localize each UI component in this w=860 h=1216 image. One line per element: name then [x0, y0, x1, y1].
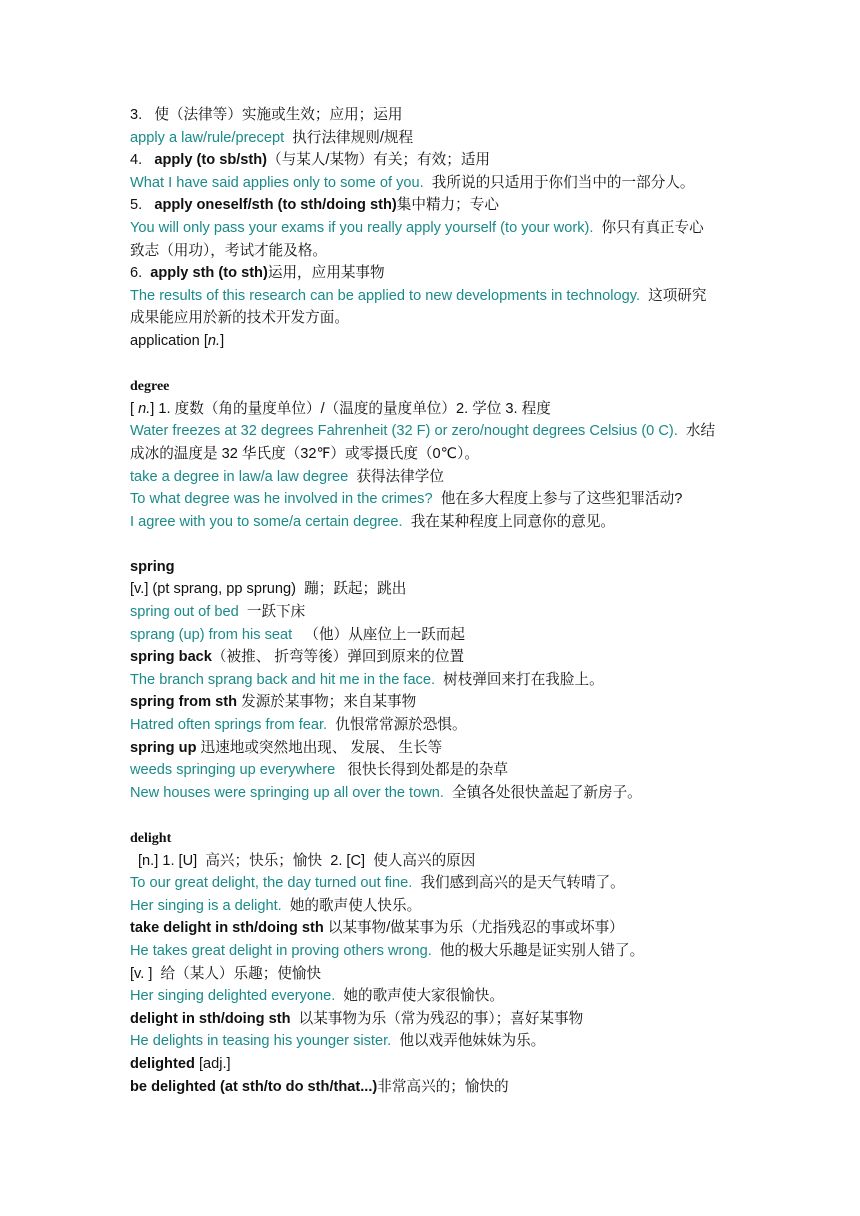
example-english: What I have said applies only to some of you.: [130, 174, 424, 191]
delight-noun-senses: [130, 850, 750, 873]
sense-number: 4.: [130, 152, 143, 169]
sense-number: 6.: [130, 265, 143, 282]
part-of-speech: [n.] 1. [U]: [138, 852, 198, 869]
phrase: spring back: [130, 649, 212, 666]
phrase: delight in sth/doing sth: [130, 1010, 291, 1027]
example-chinese: 他在多大程度上参与了这些犯罪活动?: [440, 491, 683, 508]
example-english: weeds springing up everywhere: [130, 762, 336, 779]
example-english: apply a law/rule/precept: [130, 129, 285, 146]
entry-spring-headword: [130, 556, 750, 579]
apply-sense-3: [130, 104, 750, 127]
part-of-speech: [v.] (pt sprang, pp sprung): [130, 581, 297, 598]
sense-label: 2. [C]: [330, 852, 366, 869]
spring-phrase-up-example-2: [130, 782, 750, 805]
bracket-open: [: [130, 400, 139, 417]
example-english: I agree with you to some/a certain degree.: [130, 513, 403, 530]
example-english: You will only pass your exams if you really apply yourself (to your work).: [130, 219, 594, 236]
sense-definition: 以某事物/做某事为乐（尤指残忍的事或坏事）: [327, 920, 624, 937]
apply-derivative: [130, 330, 750, 353]
example-english: To what degree was he involved in the crimes?: [130, 491, 433, 508]
apply-sense-5: [130, 194, 750, 217]
spacer: [130, 353, 750, 376]
sense-definition: 以某事物为乐（常为残忍的事）；喜好某事物: [298, 1010, 584, 1027]
example-english: He delights in teasing his younger sister.: [130, 1033, 392, 1050]
sense-number: 3.: [130, 107, 143, 123]
bracket-close: ]: [150, 400, 155, 417]
derivative-word: application: [130, 332, 200, 349]
sense-definition: 给（某人）乐趣；使愉快: [160, 965, 322, 982]
delight-example-2: [130, 895, 750, 918]
derivative-word: delighted: [130, 1055, 195, 1072]
apply-sense-4-example: [130, 172, 750, 195]
spring-phrase-from-example: [130, 714, 750, 737]
example-english: New houses were springing up all over the town.: [130, 784, 444, 801]
apply-sense-5-example-cont: [130, 240, 750, 263]
bracket-open: [: [203, 332, 208, 349]
phrase: spring up: [130, 739, 197, 756]
spring-phrase-up-example-1: [130, 759, 750, 782]
example-chinese: 成冰的温度是 32 华氏度（32℉）或零摄氏度（0℃）。: [130, 445, 479, 462]
example-chinese: 执行法律规则/规程: [292, 129, 414, 146]
example-english: To our great delight, the day turned out fine.: [130, 875, 413, 892]
headword: spring: [130, 558, 175, 575]
entry-degree-headword: [130, 375, 750, 398]
apply-sense-6-example-cont: [130, 307, 750, 330]
phrase: apply sth (to sth): [150, 265, 268, 282]
example-chinese: 一跃下床: [246, 604, 306, 621]
apply-sense-6: [130, 262, 750, 285]
sense-definition: 集中精力；专心: [396, 197, 499, 214]
example-chinese: 她的歌声使人快乐。: [289, 897, 422, 914]
example-english: Her singing delighted everyone.: [130, 988, 336, 1005]
sense-definition: 使人高兴的原因: [373, 852, 476, 869]
sense-number: 5.: [130, 197, 143, 214]
example-chinese: 他以戏弄他妹妹为乐。: [399, 1033, 546, 1050]
example-english: Her singing is a delight.: [130, 897, 282, 914]
example-chinese: 我们感到高兴的是天气转晴了。: [420, 875, 625, 892]
degree-example-3: [130, 488, 750, 511]
delight-phrase-in-example: [130, 1030, 750, 1053]
sense-definition: （与某人/某物）有关；有效；适用: [267, 152, 491, 169]
delight-verb-example: [130, 985, 750, 1008]
example-chinese: 这项研究: [648, 287, 707, 304]
degree-example-2: [130, 466, 750, 489]
degree-example-1-cont: [130, 443, 750, 466]
spring-phrase-from: [130, 691, 750, 714]
phrase: apply oneself/sth (to sth/doing sth): [154, 197, 397, 214]
example-english: The branch sprang back and hit me in the face.: [130, 671, 436, 688]
part-of-speech: n.: [207, 332, 221, 349]
example-english: take a degree in law/a law degree: [130, 468, 349, 485]
sense-definition: 高兴；快乐；愉快: [205, 852, 323, 869]
sense-definition: 运用，应用某事物: [267, 265, 385, 282]
spring-verb-sense: [130, 578, 750, 601]
spring-example-1: [130, 601, 750, 624]
sense-definition: 1. 度数（角的量度单位）/（温度的量度单位）2. 学位 3. 程度: [158, 400, 551, 417]
part-of-speech: [v. ]: [130, 965, 153, 982]
example-chinese: （他）从座位上一跃而起: [304, 626, 465, 643]
example-chinese: 树枝弹回来打在我脸上。: [443, 671, 604, 688]
apply-sense-3-example: [130, 127, 750, 150]
sense-definition: 使（法律等）实施或生效；应用；运用: [154, 107, 403, 123]
spring-phrase-up: [130, 737, 750, 760]
delight-phrase-take-example: [130, 940, 750, 963]
delight-example-1: [130, 872, 750, 895]
phrase: take delight in sth/doing sth: [130, 920, 324, 937]
phrase: spring from sth: [130, 694, 238, 711]
sense-definition: （被推、 折弯等後）弹回到原来的位置: [211, 649, 465, 666]
part-of-speech: n.: [138, 400, 151, 417]
sense-definition: 蹦；跃起；跳出: [304, 581, 407, 598]
example-english: Water freezes at 32 degrees Fahrenheit (32 F) or zero/nought degrees Celsius (0 C).: [130, 423, 678, 440]
delight-adjective: [130, 1053, 750, 1076]
example-chinese: 全镇各处很快盖起了新房子。: [452, 784, 642, 801]
example-english: spring out of bed: [130, 604, 239, 621]
apply-sense-4: [130, 149, 750, 172]
sense-definition: 非常高兴的；愉快的: [377, 1078, 509, 1095]
example-chinese: 成果能应用於新的技术开发方面。: [130, 310, 349, 327]
apply-sense-6-example: [130, 285, 750, 308]
example-chinese: 仇恨常常源於恐惧。: [335, 717, 467, 734]
example-chinese: 水结: [685, 423, 716, 440]
apply-sense-5-example: [130, 217, 750, 240]
example-english: The results of this research can be applied to new developments in technology.: [130, 287, 640, 304]
spring-phrase-back: [130, 646, 750, 669]
sense-definition: 迅速地或突然地出现、 发展、 生长等: [200, 739, 443, 756]
phrase: be delighted (at sth/to do sth/that...): [130, 1078, 378, 1095]
phrase: apply (to sb/sth): [154, 152, 268, 169]
entry-delight-headword: [130, 827, 750, 850]
example-chinese: 我所说的只适用于你们当中的一部分人。: [431, 174, 695, 191]
degree-example-4: [130, 511, 750, 534]
example-chinese: 你只有真正专心: [601, 219, 704, 236]
bracket-close: ]: [220, 332, 225, 349]
dictionary-page: [130, 104, 750, 1098]
example-chinese: 他的极大乐趣是证实别人错了。: [439, 942, 645, 959]
spring-phrase-back-example: [130, 669, 750, 692]
example-chinese: 致志（用功），考试才能及格。: [130, 242, 328, 259]
example-chinese: 她的歌声使大家很愉快。: [343, 988, 504, 1005]
spring-example-2: [130, 624, 750, 647]
degree-example-1: [130, 420, 750, 443]
spacer: [130, 804, 750, 827]
sense-definition: 发源於某事物；来自某事物: [241, 694, 417, 711]
example-chinese: 我在某种程度上同意你的意见。: [410, 513, 616, 530]
example-english: Hatred often springs from fear.: [130, 717, 328, 734]
delight-phrase-be-delighted: [130, 1076, 750, 1099]
spacer: [130, 533, 750, 556]
delight-verb-sense: [130, 963, 750, 986]
headword: delight: [130, 831, 172, 846]
example-chinese: 很快长得到处都是的杂草: [347, 762, 508, 779]
part-of-speech: [adj.]: [198, 1055, 231, 1072]
degree-senses: [130, 398, 750, 421]
delight-phrase-in: [130, 1008, 750, 1031]
example-chinese: 获得法律学位: [356, 468, 444, 485]
example-english: sprang (up) from his seat: [130, 626, 293, 643]
headword: degree: [130, 379, 170, 395]
example-english: He takes great delight in proving others wrong.: [130, 942, 432, 959]
delight-phrase-take: [130, 917, 750, 940]
